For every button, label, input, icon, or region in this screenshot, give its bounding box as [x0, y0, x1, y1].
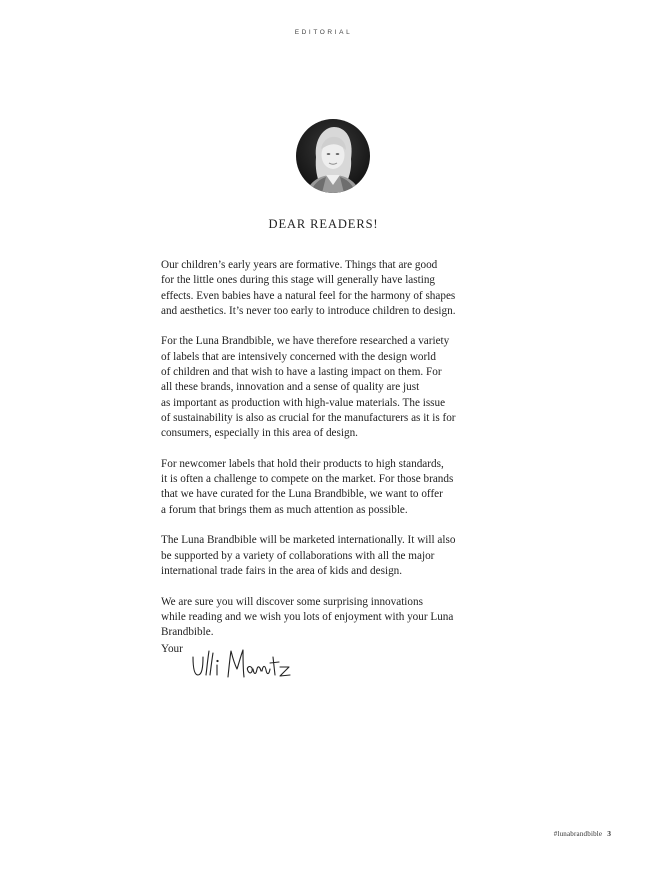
text-line: it is often a challenge to compete on the market. For those brands [161, 473, 454, 486]
letter-body [161, 258, 501, 656]
text-line: The Luna Brandbible will be marketed internationally. It will also [161, 534, 456, 547]
text-line: of labels that are intensively concerned with the design world [161, 350, 436, 363]
footer-hashtag: #lunabrandbible [553, 830, 603, 838]
paragraph [161, 334, 501, 441]
text-line: for the little ones during this stage will generally have lasting [161, 274, 436, 287]
paragraph [161, 533, 501, 579]
closing-word: Your [161, 643, 183, 655]
text-line: of children and that wish to have a lasting impact on them. For [161, 366, 442, 379]
text-line: international trade fairs in the area of kids and design. [161, 564, 403, 577]
text-line: We are sure you will discover some surprising innovations [161, 595, 423, 608]
text-line: while reading and we wish you lots of enjoyment with your Luna [161, 610, 454, 623]
text-line: Our children’s early years are formative. Things that are good [161, 259, 438, 271]
text-line: that we have curated for the Luna Brandbible, we want to offer [161, 488, 443, 501]
text-line: all these brands, innovation and a sense of quality are just [161, 381, 420, 394]
section-label: EDITORIAL [294, 29, 353, 36]
text-line: as important as production with high-value materials. The issue [161, 396, 446, 409]
text-line: Brandbible. [161, 626, 214, 639]
text-line: For the Luna Brandbible, we have therefore researched a variety [161, 335, 450, 348]
text-line: effects. Even babies have a natural feel for the harmony of shapes [161, 289, 456, 302]
paragraph [161, 457, 501, 518]
text-line: For newcomer labels that hold their products to high standards, [161, 457, 444, 470]
author-portrait [296, 119, 370, 193]
letter-heading: DEAR READERS! [268, 217, 379, 231]
text-line: consumers, especially in this area of design. [161, 427, 358, 440]
paragraph [161, 595, 501, 641]
text-line: of sustainability is also as crucial for the manufacturers as it is for [161, 411, 456, 424]
page-footer [554, 829, 611, 838]
paragraph [161, 258, 501, 319]
text-line: and aesthetics. It’s never too early to introduce children to design. [161, 304, 456, 317]
text-line: a forum that brings them as much attention as possible. [161, 503, 408, 516]
page-number: 3 [607, 829, 611, 838]
text-line: be supported by a variety of collaborations with all the major [161, 549, 435, 562]
handwritten-signature [190, 645, 300, 685]
